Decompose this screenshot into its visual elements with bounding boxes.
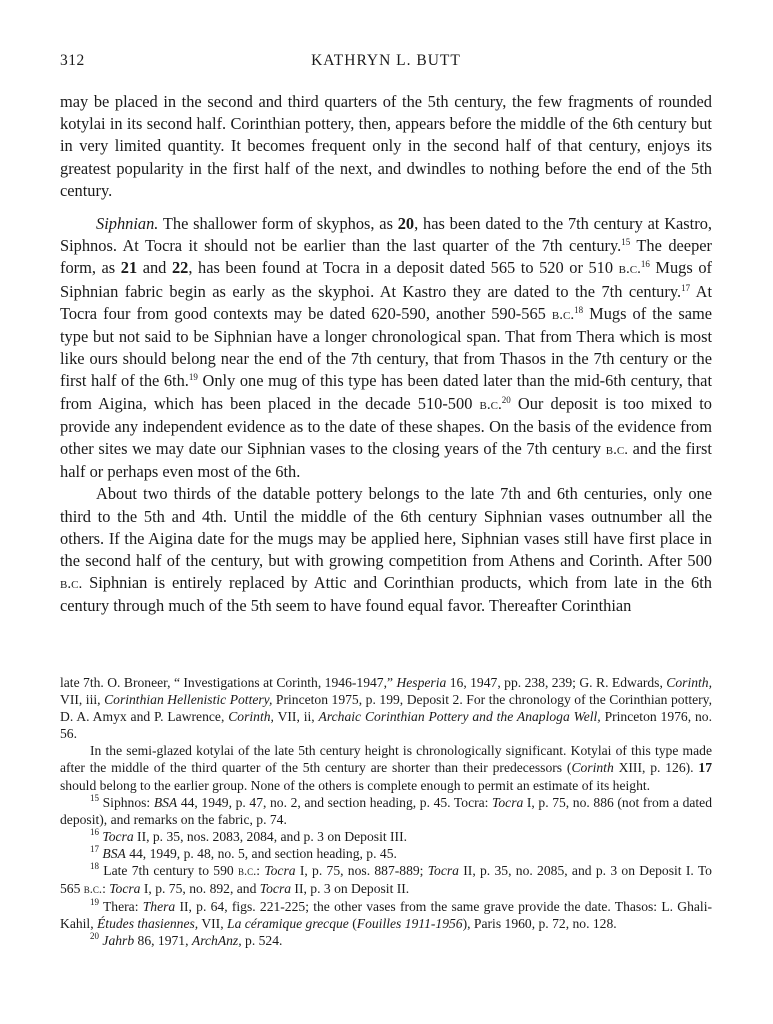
running-head: KATHRYN L. BUTT bbox=[311, 52, 461, 69]
footnote-17: $^{17}$ BSA 44, 1949, p. 48, no. 5, and section heading, p. 45. bbox=[90, 843, 397, 861]
footnote-continuation: late 7th. O. Broneer, “ Investigations at Corinth, 1946-1947,” Hesperia 16, 1947, pp. 238, 239; G. R. Edwards, Corinth, VII, iii, Corinthian Hellenistic Pottery, Princeton 1975, p. 199, Deposit 2. For the chronology of the Corinthian pottery, D. A. Amyx and P. Lawrence, Corinth, VII, ii, Archaic Corinthian Pottery and the Anaploga Well, Princeton 1976, no. 56. bbox=[60, 675, 712, 742]
catalogue-number: 20 bbox=[397, 214, 415, 234]
footnote-number: 20 bbox=[90, 931, 99, 942]
footnote-semi-glazed: In the semi-glazed kotylai of the late 5th century height is chronologically significant. Kotylai of this type made after the middle of the third quarter of the 5th century are shorter than their predecessors (Corinth XIII, p. 126). 17 should belong to the earlier group. None of the others is complete enough to permit an estimate of its height. bbox=[60, 743, 712, 793]
era-abbrev: b.c. bbox=[60, 576, 83, 593]
footnote-number: 19 bbox=[90, 897, 99, 908]
section-lead-siphnian: Siphnian. bbox=[96, 214, 159, 234]
footnote-18: $^{18}$ Late 7th century to 590 b.c.: Tocra I, p. 75, nos. 887-889; Tocra II, p. 35, no. 2085, and p. 3 on Deposit I. To 565 b.c.: Tocra I, p. 75, no. 892, and Tocra II, p. 3 on Deposit II. bbox=[60, 861, 712, 897]
footnote-ref: 15 bbox=[621, 237, 631, 248]
page-header bbox=[60, 52, 712, 74]
footnote-20: $^{20}$ Jahrb 86, 1971, ArchAnz, p. 524. bbox=[90, 931, 283, 949]
footnote-19: $^{19}$ Thera: Thera II, p. 64, figs. 221-225; the other vases from the same grave provide the date. Thasos: L. Ghali-Kahil, Études thasiennes, VII, La céramique grecque (Fouilles 1911-1956), Paris 1960, p. 72, no. 128. bbox=[60, 897, 712, 932]
footnote-15: $^{15}$ Siphnos: BSA 44, 1949, p. 47, no. 2, and section heading, p. 45. Tocra: Tocra I, p. 75, no. 886 (not from a dated deposit), and remarks on the fabric, p. 74. bbox=[60, 792, 713, 827]
footnotes bbox=[60, 674, 712, 950]
era-abbrev: b.c. bbox=[551, 306, 575, 323]
footnote-ref: 17 bbox=[681, 282, 691, 293]
footnote-ref: 19 bbox=[188, 372, 198, 383]
paragraph-datable-pottery: About two thirds of the datable pottery belongs to the late 7th and 6th centuries, only one third to the 5th and 4th. Until the middle of the 6th century Siphnian vases outnumber all the others. If the Aigina date for the mugs may be applied here, Siphnian vases still have first place in the second half of the century, but with growing competition from Athens and Corinth. After 500 b.c. Siphnian is entirely replaced by Attic and Corinthian products, which from late in the 6th century through much of the 5th seem to have found equal favor. Thereafter Corinthian bbox=[60, 484, 712, 616]
era-abbrev: b.c. bbox=[618, 261, 641, 278]
catalogue-number: 22 bbox=[171, 258, 189, 278]
body-text bbox=[60, 91, 712, 618]
catalogue-number: 21 bbox=[120, 258, 138, 278]
footnote-ref: 16 bbox=[640, 259, 650, 270]
footnote-16: $^{16}$ Tocra II, p. 35, nos. 2083, 2084, and p. 3 on Deposit III. bbox=[90, 826, 407, 844]
footnote-number: 15 bbox=[90, 792, 99, 803]
page-number: 312 bbox=[60, 52, 85, 69]
era-abbrev: b.c. bbox=[479, 396, 502, 413]
paragraph-siphnian: Siphnian. The shallower form of skyphos, as 20, has been dated to the 7th century at Kastro, Siphnos. At Tocra it should not be earlier than the last quarter of the 7th century.$^{15}$ The deeper form, as 21 and 22, has been found at Tocra in a deposit dated 565 to 520 or 510 b.c.$^{16}$ Mugs of Siphnian fabric begin as early as the skyphoi. At Kastro they are dated to the 7th century.$^{17}$ At Tocra four from good contexts may be dated 620-590, another 590-565 b.c.$^{18}$ Mugs of the same type but not said to be Siphnian have a longer chronological span. That from Thera which is most like ours should belong near the end of the 7th century, that from Thasos in the 7th century or the first half of the 6th.$^{19}$ Only one mug of this type has been dated later than the mid-6th century, that from Aigina, which has been placed in the decade 510-500 b.c.$^{20}$ Our deposit is too mixed to provide any independent evidence as to the date of these shapes. On the basis of the evidence from other sites we may date our Siphnian vases to the closing years of the 7th century b.c. and the first half or perhaps even most of the 6th. bbox=[60, 214, 713, 482]
footnote-ref: 18 bbox=[574, 304, 584, 315]
era-abbrev: b.c. bbox=[605, 442, 628, 459]
footnote-number: 18 bbox=[90, 861, 99, 872]
footnote-number: 16 bbox=[90, 826, 99, 837]
footnote-ref: 20 bbox=[501, 394, 511, 405]
footnote-number: 17 bbox=[90, 843, 99, 854]
paragraph-corinthian: may be placed in the second and third quarters of the 5th century, the few fragments of rounded kotylai in its second half. Corinthian pottery, then, appears before the middle of the 6th century but in very limited quantity. It becomes frequent only in the second half of that century, enjoys its greatest popularity in the first half of the next, and dwindles to nothing before the end of the 5th century. bbox=[60, 92, 712, 200]
